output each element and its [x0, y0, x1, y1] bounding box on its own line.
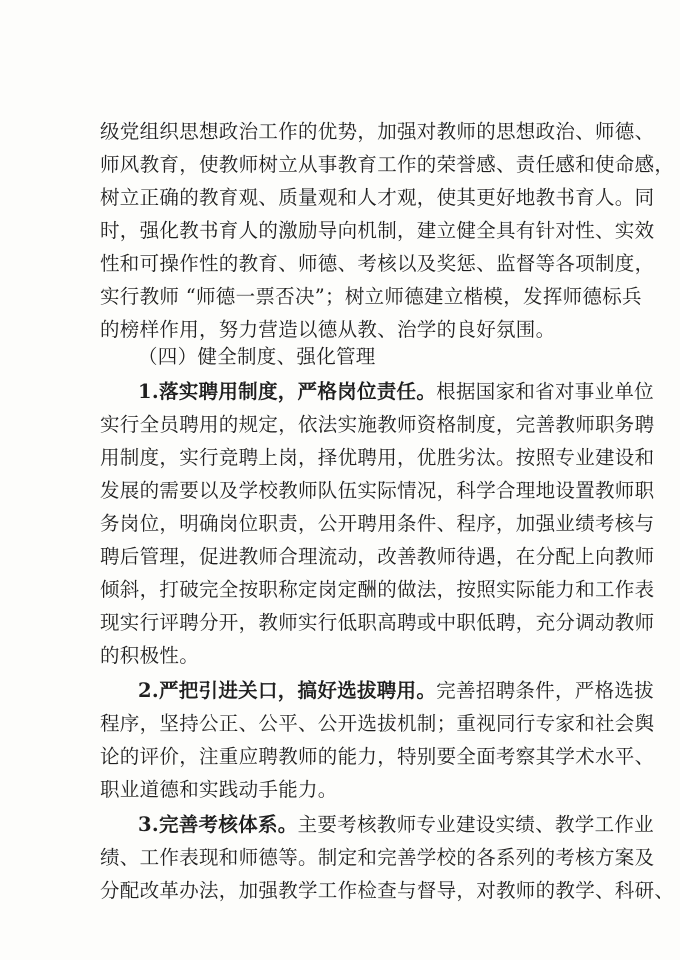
paragraph-line: 师风教育，使教师树立从事教育工作的荣誉感、责任感和使命感， [100, 153, 675, 176]
item-text: 完善招聘条件，严格选拔 [436, 679, 654, 702]
paragraph-line: 倾斜，打破完全按职称定岗定酬的做法，按照实际能力和工作表 [100, 578, 655, 601]
item-first-line [138, 677, 654, 705]
paragraph-line: 级党组织思想政治工作的优势，加强对教师的思想政治、师德、 [100, 120, 655, 143]
paragraph-line: 发展的需要以及学校教师队伍实际情况，科学合理地设置教师职 [100, 479, 655, 502]
paragraph-line: 论的评价，注重应聘教师的能力，特别要全面考察其学术水平、 [100, 745, 655, 768]
paragraph-line: 实行教师 “师德一票否决”；树立师德建立楷模，发挥师德标兵 [100, 285, 642, 308]
item-first-line [138, 378, 654, 406]
paragraph-line: 分配改革办法，加强教学工作检查与督导，对教师的教学、科研、 [100, 879, 675, 902]
item-title: 2.严把引进关口，搞好选拔聘用。 [138, 679, 437, 702]
paragraph-line: 性和可操作性的教育、师德、考核以及奖惩、监督等各项制度， [100, 252, 655, 275]
item-title: 3.完善考核体系。 [138, 813, 298, 836]
paragraph-line: 绩、工作表现和师德等。制定和完善学校的各系列的考核方案及 [100, 846, 655, 869]
item-first-line [138, 811, 654, 839]
paragraph-line: 用制度，实行竞聘上岗，择优聘用，优胜劣汰。按照专业建设和 [100, 446, 655, 469]
paragraph-line: 时，强化教书育人的激励导向机制，建立健全具有针对性、实效 [100, 219, 655, 242]
item-title: 1.落实聘用制度，严格岗位责任。 [138, 380, 437, 403]
section-heading: （四）健全制度、强化管理 [138, 345, 376, 368]
item-text: 主要考核教师专业建设实绩、教学工作业 [297, 813, 654, 836]
paragraph-line: 职业道德和实践动手能力。 [100, 778, 338, 801]
paragraph-line: 程序，坚持公正、公平、公开选拔机制；重视同行专家和社会舆 [100, 712, 655, 735]
paragraph-line: 实行全员聘用的规定，依法实施教师资格制度，完善教师职务聘 [100, 413, 655, 436]
paragraph-line: 树立正确的教育观、质量观和人才观，使其更好地教书育人。同 [100, 186, 655, 209]
paragraph-line: 现实行评聘分开，教师实行低职高聘或中职低聘，充分调动教师 [100, 611, 655, 634]
item-text: 根据国家和省对事业单位 [436, 380, 654, 403]
paragraph-line: 的榜样作用，努力营造以德从教、治学的良好氛围。 [100, 318, 556, 341]
paragraph-line: 务岗位，明确岗位职责，公开聘用条件、程序，加强业绩考核与 [100, 512, 655, 535]
paragraph-line: 的积极性。 [100, 644, 200, 667]
paragraph-line: 聘后管理，促进教师合理流动，改善教师待遇，在分配上向教师 [100, 545, 655, 568]
